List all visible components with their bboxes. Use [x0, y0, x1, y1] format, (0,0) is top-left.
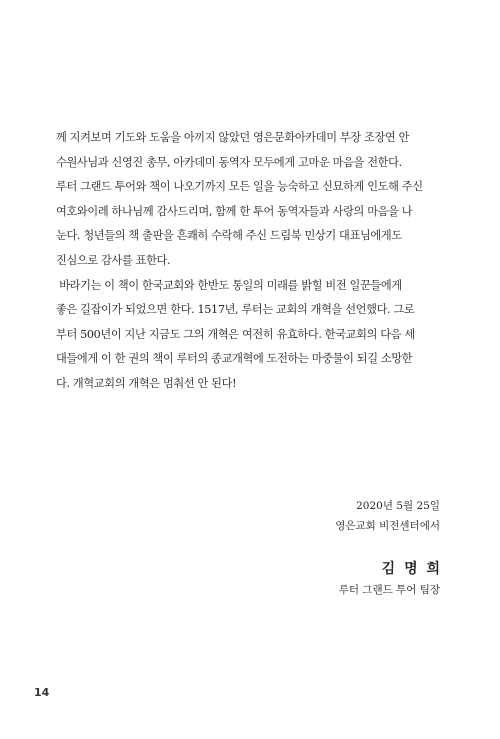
body-text [56, 126, 454, 397]
body-line: 눈다. 청년들의 책 출판을 흔쾌히 수락해 주신 드림북 민상기 대표님에게도 [56, 229, 402, 243]
signature-name: 김 명 희 [381, 561, 442, 577]
signature-place: 영은교회 비전센터에서 [335, 520, 440, 532]
signature-date: 2020년 5월 25일 [356, 500, 440, 512]
body-line: 여호와이레 하나님께 감사드리며, 함께 한 투어 동역자들과 사랑의 마음을 나 [56, 204, 413, 218]
body-line: 루터 그랜드 투어와 책이 나오기까지 모든 일을 능숙하고 신묘하게 인도해 주신 [56, 180, 423, 194]
body-line: 께 지켜보며 기도와 도움을 아끼지 않았던 영은문화아카데미 부장 조장연 안 [56, 131, 410, 144]
signature-title: 루터 그랜드 투어 팀장 [338, 584, 440, 596]
body-line: 바라기는 이 책이 한국교회와 한반도 통일의 미래를 밝힐 비전 일꾼들에게 [56, 278, 402, 292]
body-line: 수원사님과 신영진 총무, 아카데미 동역자 모두에게 고마운 마음을 전한다. [56, 155, 402, 169]
body-line: 좋은 길잡이가 되었으면 한다. 1517년, 루터는 교회의 개혁을 선언했다. 그로 [56, 303, 415, 317]
body-line: 다. 개혁교회의 개혁은 멈춰선 안 된다! [56, 376, 237, 390]
body-line: 대들에게 이 한 권의 책이 루터의 종교개혁에 도전하는 마중물이 되길 소망한 [56, 352, 413, 366]
body-line: 진심으로 감사를 표한다. [56, 253, 171, 267]
page-number: 14 [34, 686, 50, 699]
body-line: 부터 500년이 지난 지금도 그의 개혁은 여전히 유효하다. 한국교회의 다음 세 [56, 327, 415, 341]
